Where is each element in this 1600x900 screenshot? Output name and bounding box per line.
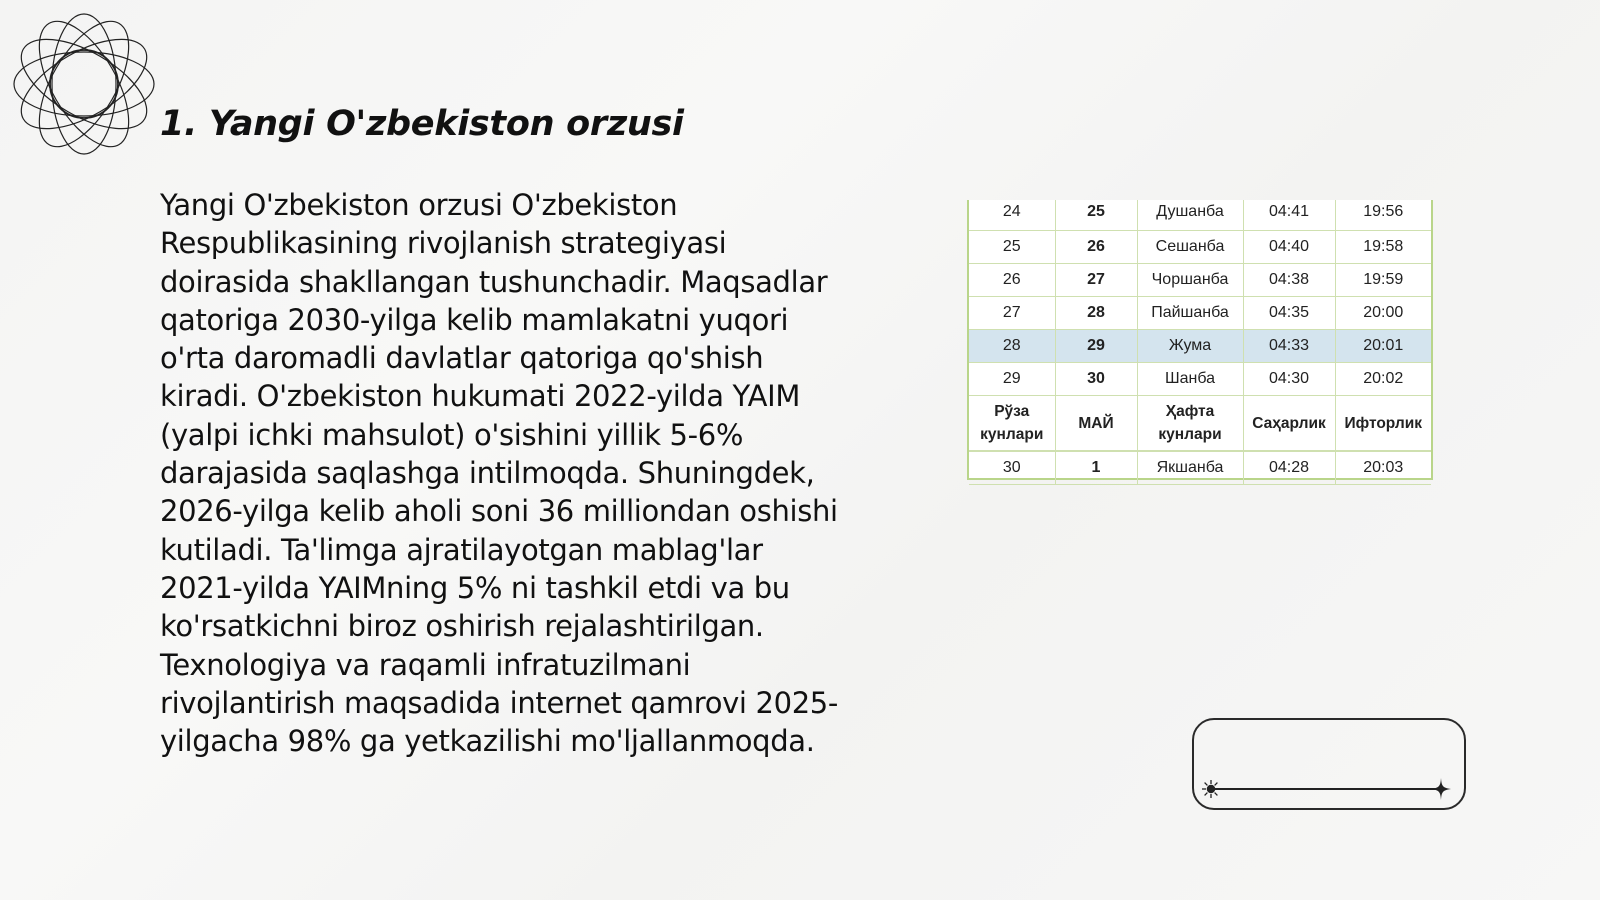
header-month: МАЙ bbox=[1055, 396, 1137, 452]
iftar-cell: 19:58 bbox=[1335, 231, 1431, 264]
header-iftar: Ифторлик bbox=[1335, 396, 1431, 452]
header-weekdays: Ҳафта кунлари bbox=[1137, 396, 1243, 452]
slide-title: 1. Yangi O'zbekiston orzusi bbox=[160, 104, 684, 144]
ramadan-timetable bbox=[967, 200, 1433, 480]
weekday-cell: Сешанба bbox=[1137, 231, 1243, 264]
weekday-cell: Душанба bbox=[1137, 200, 1243, 231]
weekday-cell: Якшанба bbox=[1137, 451, 1243, 485]
suhoor-cell: 04:38 bbox=[1243, 264, 1335, 297]
iftar-cell: 19:59 bbox=[1335, 264, 1431, 297]
fast-day-cell: 30 bbox=[969, 451, 1055, 485]
suhoor-cell: 04:41 bbox=[1243, 200, 1335, 231]
table-row bbox=[969, 231, 1431, 264]
date-cell: 26 bbox=[1055, 231, 1137, 264]
suhoor-cell: 04:35 bbox=[1243, 297, 1335, 330]
fast-day-cell: 26 bbox=[969, 264, 1055, 297]
date-cell: 29 bbox=[1055, 330, 1137, 363]
slide-body-text: Yangi O'zbekiston orzusi O'zbekiston Respublikasining rivojlanish strategiyasi doirasida shakllangan tushunchadir. Maqsadlar qatoriga 2030-yilga kelib mamlakatni yuqori o'rta daromadli davlatlar qatoriga qo'shish kiradi. O'zbekiston hukumati 2022-yilda YAIM (yalpi ichki mahsulot) o'sishini yillik 5-6% darajasida saqlashga intilmoqda. Shuningdek, 2026-yilga kelib aholi soni 36 milliondan oshishi kutiladi. Ta'limga ajratilayotgan mablag'lar 2021-yilda YAIMning 5% ni tashkil etdi va bu ko'rsatkichni biroz oshirish rejalashtirilgan. Texnologiya va raqamli infratuzilmani rivojlantirish maqsadida internet qamrovi 2025-yilgacha 98% ga yetkazilishi mo'ljallanmoqda. bbox=[160, 188, 839, 759]
date-cell: 27 bbox=[1055, 264, 1137, 297]
weekday-cell: Шанба bbox=[1137, 363, 1243, 396]
sparkle-icon bbox=[1430, 777, 1452, 801]
iftar-cell: 20:00 bbox=[1335, 297, 1431, 330]
fast-day-cell: 28 bbox=[969, 330, 1055, 363]
weekday-cell: Чоршанба bbox=[1137, 264, 1243, 297]
sun-icon bbox=[1200, 778, 1222, 800]
date-cell: 28 bbox=[1055, 297, 1137, 330]
date-cell: 25 bbox=[1055, 200, 1137, 231]
timeline-decoration bbox=[1192, 718, 1466, 810]
timetable-grid bbox=[969, 200, 1431, 485]
table-row bbox=[969, 297, 1431, 330]
table-header-row bbox=[969, 396, 1431, 452]
table-row bbox=[969, 363, 1431, 396]
suhoor-cell: 04:30 bbox=[1243, 363, 1335, 396]
weekday-cell: Жума bbox=[1137, 330, 1243, 363]
fast-day-cell: 29 bbox=[969, 363, 1055, 396]
orbit-rings-icon bbox=[8, 8, 160, 160]
header-fast-days: Рўза кунлари bbox=[969, 396, 1055, 452]
fast-day-cell: 25 bbox=[969, 231, 1055, 264]
header-suhoor: Саҳарлик bbox=[1243, 396, 1335, 452]
suhoor-cell: 04:40 bbox=[1243, 231, 1335, 264]
fast-day-cell: 27 bbox=[969, 297, 1055, 330]
table-row bbox=[969, 264, 1431, 297]
suhoor-cell: 04:28 bbox=[1243, 451, 1335, 485]
iftar-cell: 20:02 bbox=[1335, 363, 1431, 396]
fast-day-cell: 24 bbox=[969, 200, 1055, 231]
date-cell: 30 bbox=[1055, 363, 1137, 396]
weekday-cell: Пайшанба bbox=[1137, 297, 1243, 330]
timeline-line bbox=[1214, 788, 1436, 790]
iftar-cell: 20:03 bbox=[1335, 451, 1431, 485]
iftar-cell: 19:56 bbox=[1335, 200, 1431, 231]
date-cell: 1 bbox=[1055, 451, 1137, 485]
suhoor-cell: 04:33 bbox=[1243, 330, 1335, 363]
iftar-cell: 20:01 bbox=[1335, 330, 1431, 363]
table-row bbox=[969, 451, 1431, 485]
table-row-highlighted bbox=[969, 330, 1431, 363]
table-row bbox=[969, 200, 1431, 231]
